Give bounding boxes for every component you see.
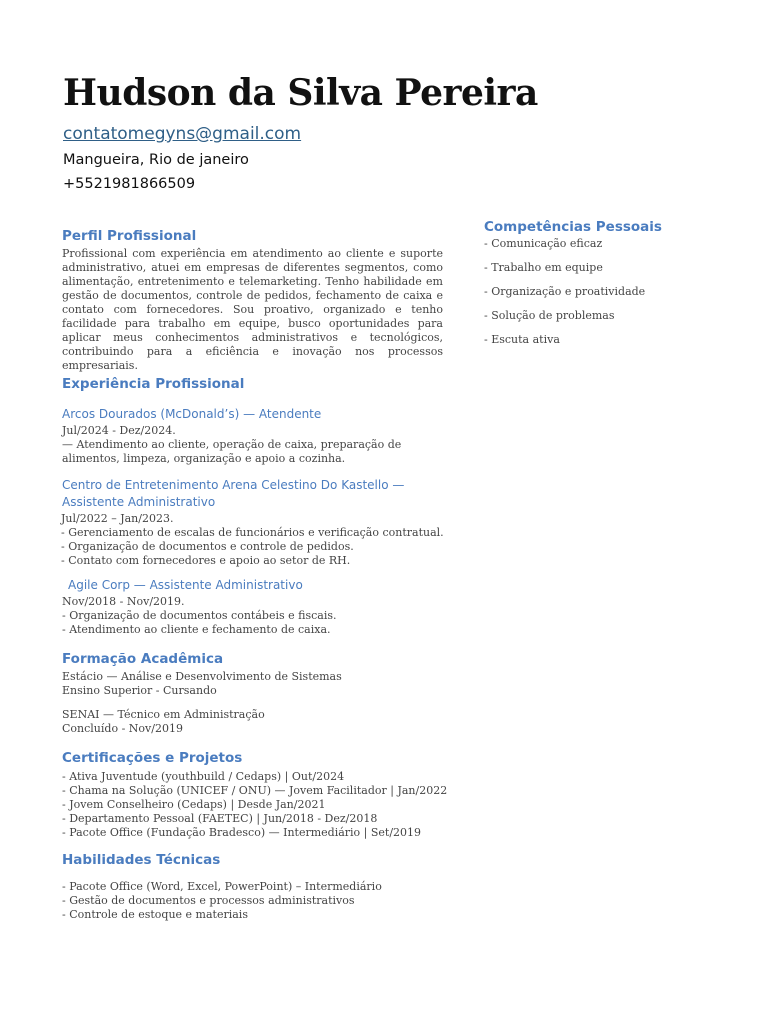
personal-skill-item: - Trabalho em equipe [484, 261, 603, 274]
phone-number: +5521981866509 [63, 176, 196, 192]
education-heading: Formação Acadêmica [62, 651, 224, 667]
job-entry [61, 512, 444, 568]
technical-skill-item: - Gestão de documentos e processos administrativos [62, 894, 355, 907]
job-title-line: Assistente Administrativo [62, 495, 216, 509]
personal-skill-item: - Solução de problemas [484, 309, 615, 322]
candidate-name: Hudson da Silva Pereira [63, 72, 538, 114]
education-entry [62, 708, 265, 736]
certification-item: - Departamento Pessoal (FAETEC) | Jun/2018 - Dez/2018 [62, 812, 378, 825]
profile-text: Profissional com experiência em atendimento ao cliente e suporte administrativo, atuei em empresas de diferentes segmentos, como alimentação, entretenimento e telemarketing. Tenho habilidade em gestão de documentos, controle de pedidos, fechamento de caixa e contato com fornecedores. Sou proativo, organizado e tenho facilidade para trabalho em equipe, busco oportunidades para aplicar meus conhecimentos administrativos e tecnológicos, contribuindo para a eficiência e inovação nos processos empresariais. [62, 247, 443, 372]
job-entry [62, 424, 401, 466]
job-detail: - Contato com fornecedores e apoio ao setor de RH. [61, 554, 351, 567]
job-detail: - Atendimento ao cliente e fechamento de caixa. [62, 623, 331, 636]
job-title: Arcos Dourados (McDonald’s) — Atendente [62, 407, 322, 421]
experience-heading: Experiência Profissional [62, 376, 245, 392]
technical-skill-item: - Controle de estoque e materiais [62, 908, 248, 921]
profile-heading: Perfil Profissional [62, 228, 197, 244]
personal-skills-heading: Competências Pessoais [484, 219, 662, 235]
certification-item: - Pacote Office (Fundação Bradesco) — Intermediário | Set/2019 [62, 826, 422, 839]
job-title-line: Centro de Entretenimento Arena Celestino Do Kastello — [62, 478, 405, 492]
certifications-heading: Certificações e Projetos [62, 750, 243, 766]
certification-item: - Ativa Juventude (youthbuild / Cedaps) | Out/2024 [62, 770, 345, 783]
job-dates: Nov/2018 - Nov/2019. [62, 595, 185, 608]
education-status: Ensino Superior - Cursando [62, 684, 217, 697]
email-link[interactable]: contatomegyns@gmail.com [63, 124, 302, 144]
education-entry [62, 670, 342, 698]
technical-skills-list [62, 880, 382, 922]
personal-skill-item: - Escuta ativa [484, 333, 560, 346]
job-detail: - Organização de documentos e controle de pedidos. [61, 540, 354, 553]
job-dates: Jul/2022 – Jan/2023. [61, 512, 174, 525]
job-title: Agile Corp — Assistente Administrativo [68, 578, 303, 592]
technical-skills-heading: Habilidades Técnicas [62, 852, 221, 868]
job-detail: — Atendimento ao cliente, operação de caixa, preparação de [62, 438, 402, 451]
job-title [62, 477, 404, 511]
education-status: Concluído - Nov/2019 [62, 722, 183, 735]
job-detail: - Gerenciamento de escalas de funcionários e verificação contratual. [61, 526, 444, 539]
education-institution: Estácio — Análise e Desenvolvimento de Sistemas [62, 670, 342, 683]
technical-skill-item: - Pacote Office (Word, Excel, PowerPoint) – Intermediário [62, 880, 382, 893]
job-entry [62, 595, 336, 637]
certification-item: - Jovem Conselheiro (Cedaps) | Desde Jan/2021 [62, 798, 326, 811]
address: Mangueira, Rio de janeiro [63, 152, 249, 168]
certifications-list [62, 770, 447, 840]
certification-item: - Chama na Solução (UNICEF / ONU) — Jovem Facilitador | Jan/2022 [62, 784, 448, 797]
personal-skill-item: - Organização e proatividade [484, 285, 646, 298]
personal-skill-item: - Comunicação eficaz [484, 237, 603, 250]
education-institution: SENAI — Técnico em Administração [62, 708, 265, 721]
job-detail: - Organização de documentos contábeis e fiscais. [62, 609, 337, 622]
job-dates: Jul/2024 - Dez/2024. [62, 424, 176, 437]
job-detail: alimentos, limpeza, organização e apoio a cozinha. [62, 452, 346, 465]
